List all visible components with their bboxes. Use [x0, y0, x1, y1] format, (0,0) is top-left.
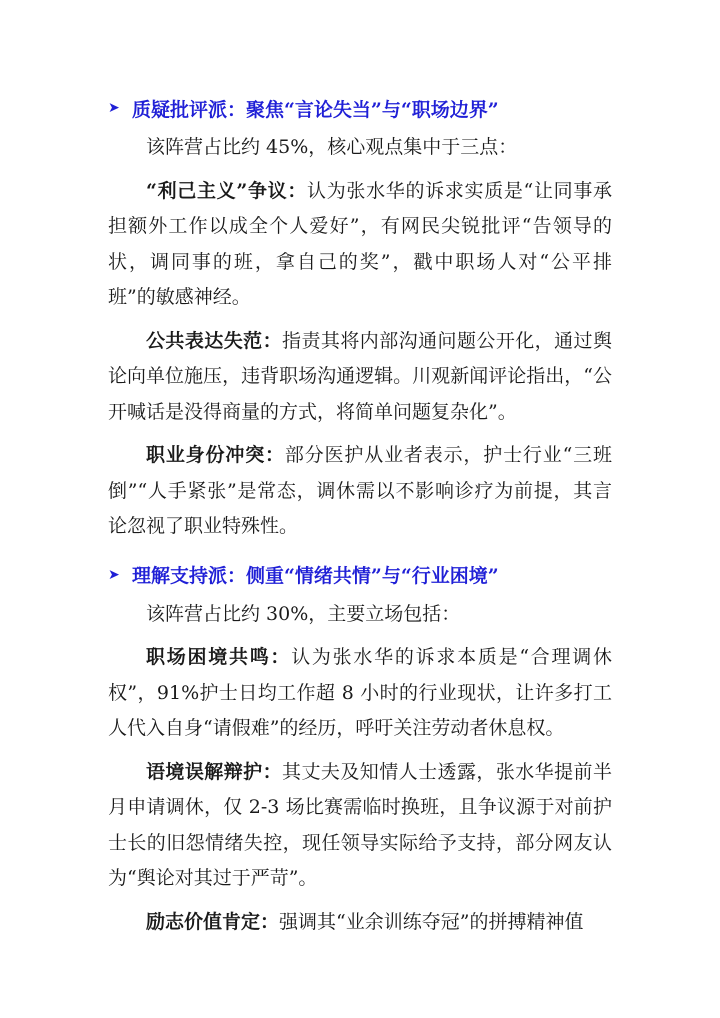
- point-lead: 职场困境共鸣：: [146, 646, 292, 668]
- point-text: 指责其将内部沟通问题公开化，通过舆论向单位施压，违背职场沟通逻辑。川观新闻评论指出，“公开喊话是没得商量的方式，将简单问题复杂化”。: [108, 329, 612, 423]
- point-text: 部分医护从业者表示，护士行业“三班倒”“人手紧张”是常态，调休需以不影响诊疗为前提，其言论忽视了职业特殊性。: [108, 444, 612, 537]
- section-intro: [108, 130, 612, 166]
- point-paragraph: [108, 755, 612, 897]
- section-heading-text: 质疑批评派：聚焦“言论失当”与“职场边界”: [132, 98, 499, 121]
- section-heading-support: [108, 553, 612, 597]
- section-intro: [108, 597, 612, 633]
- point-text: 认为张水华的诉求本质是“合理调休权”，91%护士日均工作超 8 小时的行业现状，让许多打工人代入自身“请假难”的经历，呼吁关注劳动者休息权。: [108, 646, 612, 739]
- document-content: [108, 86, 612, 948]
- point-lead: 语境误解辩护：: [146, 760, 283, 783]
- intro-text: 该阵营占比约 45%，核心观点集中于三点：: [146, 136, 518, 158]
- point-paragraph: [108, 438, 612, 545]
- point-lead: 职业身份冲突：: [146, 444, 285, 466]
- intro-text: 该阵营占比约 30%，主要立场包括：: [146, 602, 461, 625]
- section-heading-text: 理解支持派：侧重“情绪共情”与“行业困境”: [132, 565, 499, 587]
- arrow-bullet-icon: ➤: [108, 566, 120, 583]
- section-heading-criticism: [108, 86, 612, 130]
- point-paragraph: [108, 640, 612, 747]
- point-text: 强调其“业余训练夺冠”的拼搏精神值: [279, 910, 584, 933]
- point-lead: “利己主义”争议：: [146, 179, 308, 202]
- point-text: 认为张水华的诉求实质是“让同事承担额外工作以成全个人爱好”，有网民尖锐批评“告领导的状，调同事的班，拿自己的奖”，戳中职场人对“公平排班”的敏感神经。: [108, 179, 613, 308]
- point-paragraph: [108, 174, 612, 316]
- arrow-bullet-icon: ➤: [108, 100, 120, 116]
- point-paragraph: [108, 905, 612, 941]
- point-lead: 励志价值肯定：: [146, 910, 280, 933]
- point-paragraph: [108, 324, 612, 431]
- point-lead: 公共表达失范：: [146, 329, 283, 352]
- point-text: 其丈夫及知情人士透露，张水华提前半月申请调休，仅 2-3 场比赛需临时换班，且争议源于对前护士长的旧怨情绪失控，现任领导实际给予支持，部分网友认为“舆论对其过于严苛”。: [108, 760, 612, 889]
